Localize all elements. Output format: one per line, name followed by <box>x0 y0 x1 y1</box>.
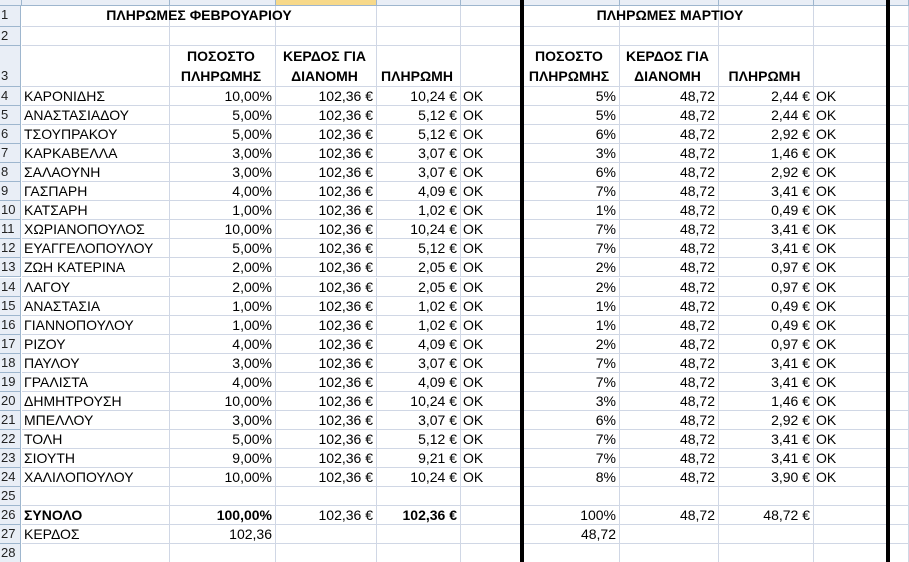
mar-ok: OK <box>816 221 837 238</box>
feb-ok: OK <box>463 240 484 257</box>
feb-name: ΑΝΑΣΤΑΣΙΑ <box>24 297 101 314</box>
feb-pay: 2,05 € <box>418 278 457 295</box>
feb-profit: 102,36 € <box>318 221 373 238</box>
feb-pay: 10,24 € <box>410 392 457 409</box>
cell-h28[interactable] <box>719 544 814 562</box>
mar-ok: OK <box>816 164 837 181</box>
mar-ok: OK <box>816 373 837 390</box>
feb-pay: 5,12 € <box>418 430 457 447</box>
cell-e28[interactable] <box>461 544 522 562</box>
feb-profit: 102,36 € <box>318 107 373 124</box>
feb-pay: 3,07 € <box>418 354 457 371</box>
row-header[interactable]: 27 <box>0 525 21 544</box>
row-header[interactable]: 28 <box>0 544 21 562</box>
thick-border-right <box>886 0 890 562</box>
mar-ok: OK <box>816 259 837 276</box>
feb-profit: 102,36 € <box>318 335 373 352</box>
row-header[interactable]: 10 <box>0 201 21 220</box>
feb-ok: OK <box>463 126 484 143</box>
feb-total-profit: 102,36 € <box>318 507 373 524</box>
feb-pct: 10,00% <box>224 88 272 104</box>
mar-pct: 7% <box>595 449 616 466</box>
feb-pay: 1,02 € <box>418 202 457 219</box>
cell-g27[interactable] <box>620 525 719 544</box>
cell-e25[interactable] <box>461 487 522 506</box>
feb-header-profit: ΔΙΑΝΟΜΗ <box>291 68 358 84</box>
mar-ok: OK <box>816 316 837 333</box>
cell-h27[interactable] <box>719 525 814 544</box>
feb-ok: OK <box>463 469 484 485</box>
row-header[interactable]: 4 <box>0 87 21 106</box>
feb-profit: 102,36 € <box>318 411 373 428</box>
mar-profit: 48,72 <box>679 259 715 276</box>
cell-g2[interactable] <box>620 27 719 46</box>
mar-pct: 2% <box>595 259 616 276</box>
cell-c2[interactable] <box>276 27 377 46</box>
feb-profit: 102,36 € <box>318 88 373 104</box>
mar-ok: OK <box>816 240 837 257</box>
feb-pay: 1,02 € <box>418 297 457 314</box>
cell-b25[interactable] <box>170 487 276 506</box>
row-header[interactable]: 13 <box>0 258 21 277</box>
mar-pay: 0,49 € <box>771 297 810 314</box>
feb-name: ΧΑΛΙΛΟΠΟΥΛΟΥ <box>24 469 134 485</box>
cell-f28[interactable] <box>522 544 620 562</box>
cell-d28[interactable] <box>377 544 461 562</box>
feb-pct: 2,00% <box>232 259 272 276</box>
mar-pay: 2,92 € <box>771 126 810 143</box>
feb-pct: 5,00% <box>232 430 272 447</box>
mar-profit: 48,72 <box>679 202 715 219</box>
mar-title: ΠΛΗΡΩΜΕΣ ΜΑΡΤΙΟΥ <box>596 7 744 23</box>
mar-pay: 2,44 € <box>771 88 810 104</box>
mar-pct: 6% <box>595 411 616 428</box>
mar-pct: 7% <box>595 240 616 257</box>
feb-pct: 2,00% <box>232 278 272 295</box>
feb-pct: 3,00% <box>232 145 272 162</box>
mar-ok: OK <box>816 88 837 104</box>
feb-profit: 102,36 € <box>318 316 373 333</box>
feb-pay: 10,24 € <box>410 221 457 238</box>
mar-pay: 1,46 € <box>771 145 810 162</box>
mar-pay: 0,49 € <box>771 202 810 219</box>
row-header[interactable]: 20 <box>0 392 21 411</box>
feb-pay: 5,12 € <box>418 107 457 124</box>
cell-a25[interactable] <box>22 487 170 506</box>
feb-name: ΛΑΓΟΥ <box>24 278 71 295</box>
feb-name: ΚΑΡΚΑΒΕΛΛΑ <box>24 145 118 162</box>
feb-pay: 4,09 € <box>418 183 457 200</box>
feb-name: ΣΑΛΑΟΥΝΗ <box>24 164 101 181</box>
feb-profit: 102,36 € <box>318 449 373 466</box>
mar-total-pay: 48,72 € <box>763 507 810 524</box>
mar-pct: 7% <box>595 183 616 200</box>
cell-i27[interactable] <box>814 525 909 544</box>
mar-ok: OK <box>816 183 837 200</box>
cell-c28[interactable] <box>276 544 377 562</box>
mar-pay: 0,97 € <box>771 335 810 352</box>
feb-profit: 102,36 € <box>318 392 373 409</box>
mar-pay: 3,41 € <box>771 373 810 390</box>
feb-profit: 102,36 € <box>318 297 373 314</box>
row-header[interactable]: 2 <box>0 27 21 46</box>
feb-ok: OK <box>463 202 484 219</box>
feb-pay: 4,09 € <box>418 373 457 390</box>
feb-pct: 3,00% <box>232 164 272 181</box>
mar-ok: OK <box>816 126 837 143</box>
mar-ok: OK <box>816 202 837 219</box>
feb-name: ΓΡΑΛΙΣΤΑ <box>24 373 89 390</box>
feb-profit: 102,36 € <box>318 202 373 219</box>
feb-profit: 102,36 € <box>318 430 373 447</box>
mar-kerdos-value: 48,72 <box>580 526 616 543</box>
feb-ok: OK <box>463 316 484 333</box>
cell-d25[interactable] <box>377 487 461 506</box>
cell-i28[interactable] <box>814 544 909 562</box>
mar-ok: OK <box>816 411 837 428</box>
total-label: ΣΥΝΟΛΟ <box>24 507 83 524</box>
feb-pct: 10,00% <box>224 221 272 238</box>
mar-pay: 1,46 € <box>771 392 810 409</box>
mar-pay: 0,49 € <box>771 316 810 333</box>
cell-a3[interactable] <box>22 46 170 87</box>
feb-header-pay: ΠΛΗΡΩΜΗ <box>381 68 453 84</box>
row-header[interactable]: 26 <box>0 506 21 525</box>
feb-ok: OK <box>463 411 484 428</box>
feb-name: ΕΥΑΓΓΕΛΟΠΟΥΛΟΥ <box>24 240 154 257</box>
mar-ok: OK <box>816 354 837 371</box>
row-header[interactable]: 17 <box>0 335 21 354</box>
mar-pct: 3% <box>595 392 616 409</box>
cell-c27[interactable] <box>276 525 377 544</box>
feb-pct: 9,00% <box>232 449 272 466</box>
row-header[interactable]: 1 <box>0 6 21 27</box>
feb-pay: 3,07 € <box>418 164 457 181</box>
row-header[interactable]: 9 <box>0 182 21 201</box>
mar-pay: 0,97 € <box>771 259 810 276</box>
feb-name: ΑΝΑΣΤΑΣΙΑΔΟΥ <box>24 107 130 124</box>
feb-ok: OK <box>463 183 484 200</box>
feb-pay: 4,09 € <box>418 335 457 352</box>
feb-ok: OK <box>463 107 484 124</box>
feb-name: ΜΠΕΛΛΟΥ <box>24 411 94 428</box>
mar-ok: OK <box>816 449 837 466</box>
mar-pct: 2% <box>595 278 616 295</box>
mar-pct: 3% <box>595 145 616 162</box>
feb-ok: OK <box>463 354 484 371</box>
feb-name: ΔΗΜΗΤΡΟΥΣΗ <box>24 392 122 409</box>
row-header[interactable]: 15 <box>0 297 21 316</box>
mar-profit: 48,72 <box>679 373 715 390</box>
thick-border-left <box>520 0 524 562</box>
mar-pct: 7% <box>595 430 616 447</box>
feb-name: ΚΑΡΟΝΙΔΗΣ <box>24 88 106 104</box>
mar-pay: 3,41 € <box>771 221 810 238</box>
feb-pay: 10,24 € <box>410 469 457 485</box>
feb-ok: OK <box>463 392 484 409</box>
mar-profit: 48,72 <box>679 469 715 485</box>
cell-g25[interactable] <box>620 487 719 506</box>
feb-ok: OK <box>463 430 484 447</box>
feb-ok: OK <box>463 297 484 314</box>
feb-pct: 1,00% <box>232 316 272 333</box>
cell-i3[interactable] <box>814 46 909 87</box>
feb-pct: 10,00% <box>224 392 272 409</box>
mar-pct: 2% <box>595 335 616 352</box>
feb-pct: 3,00% <box>232 354 272 371</box>
mar-total-pct: 100% <box>580 507 616 524</box>
feb-profit: 102,36 € <box>318 469 373 485</box>
cell-f2[interactable] <box>522 27 620 46</box>
feb-profit: 102,36 € <box>318 183 373 200</box>
mar-pct: 6% <box>595 126 616 143</box>
mar-pay: 3,41 € <box>771 240 810 257</box>
cell-e2[interactable] <box>461 27 522 46</box>
feb-pct: 1,00% <box>232 202 272 219</box>
mar-profit: 48,72 <box>679 278 715 295</box>
row-header[interactable]: 23 <box>0 449 21 468</box>
feb-profit: 102,36 € <box>318 164 373 181</box>
mar-pay: 3,41 € <box>771 430 810 447</box>
mar-header-pct: ΠΛΗΡΩΜΗΣ <box>528 68 610 84</box>
mar-header-pct: ΠΟΣΟΣΤΟ <box>535 48 603 64</box>
row-header[interactable]: 6 <box>0 125 21 144</box>
mar-profit: 48,72 <box>679 221 715 238</box>
feb-profit: 102,36 € <box>318 126 373 143</box>
mar-ok: OK <box>816 392 837 409</box>
mar-profit: 48,72 <box>679 145 715 162</box>
cell-b2[interactable] <box>170 27 276 46</box>
feb-header-pct: ΠΟΣΟΣΤΟ <box>187 48 255 64</box>
feb-name: ΚΑΤΣΑΡΗ <box>24 202 88 219</box>
mar-pay: 3,41 € <box>771 449 810 466</box>
mar-header-pay: ΠΛΗΡΩΜΗ <box>728 68 801 84</box>
kerdos-label: ΚΕΡΔΟΣ <box>24 526 80 543</box>
mar-pct: 1% <box>595 316 616 333</box>
feb-profit: 102,36 € <box>318 145 373 162</box>
cell-i26[interactable] <box>814 506 909 525</box>
mar-profit: 48,72 <box>679 354 715 371</box>
feb-ok: OK <box>463 221 484 238</box>
mar-pct: 7% <box>595 221 616 238</box>
mar-pay: 2,92 € <box>771 164 810 181</box>
feb-profit: 102,36 € <box>318 278 373 295</box>
feb-pct: 4,00% <box>232 335 272 352</box>
mar-profit: 48,72 <box>679 107 715 124</box>
mar-profit: 48,72 <box>679 316 715 333</box>
mar-header-profit: ΚΕΡΔΟΣ ΓΙΑ <box>625 48 710 64</box>
row-header[interactable]: 25 <box>0 487 21 506</box>
row-header[interactable]: 11 <box>0 220 21 239</box>
feb-profit: 102,36 € <box>318 354 373 371</box>
mar-profit: 48,72 <box>679 430 715 447</box>
feb-total-pay: 102,36 € <box>402 507 457 524</box>
feb-pay: 5,12 € <box>418 126 457 143</box>
cell-c25[interactable] <box>276 487 377 506</box>
mar-pay: 3,41 € <box>771 183 810 200</box>
feb-pay: 1,02 € <box>418 316 457 333</box>
feb-pct: 4,00% <box>232 373 272 390</box>
mar-pct: 5% <box>595 107 616 124</box>
mar-ok: OK <box>816 335 837 352</box>
feb-header-pct: ΠΛΗΡΩΜΗΣ <box>180 68 262 84</box>
feb-pct: 4,00% <box>232 183 272 200</box>
mar-profit: 48,72 <box>679 335 715 352</box>
row-header[interactable]: 24 <box>0 468 21 487</box>
mar-pct: 8% <box>595 469 616 485</box>
mar-pct: 1% <box>595 202 616 219</box>
cell-d27[interactable] <box>377 525 461 544</box>
feb-total-pct: 100,00% <box>216 507 272 524</box>
mar-ok: OK <box>816 297 837 314</box>
row-header[interactable]: 12 <box>0 239 21 258</box>
feb-header-profit: ΚΕΡΔΟΣ ΓΙΑ <box>282 48 367 64</box>
feb-profit: 102,36 € <box>318 373 373 390</box>
cell-a2[interactable] <box>22 27 170 46</box>
row-header[interactable]: 5 <box>0 106 21 125</box>
row-header[interactable]: 8 <box>0 163 21 182</box>
row-header[interactable]: 7 <box>0 144 21 163</box>
mar-header-profit: ΔΙΑΝΟΜΗ <box>634 68 701 84</box>
row-header[interactable]: 3 <box>0 46 21 87</box>
cell-b28[interactable] <box>170 544 276 562</box>
feb-pct: 5,00% <box>232 240 272 257</box>
cell-d1[interactable] <box>377 6 461 27</box>
cell-a28[interactable] <box>22 544 170 562</box>
feb-ok: OK <box>463 449 484 466</box>
mar-pct: 5% <box>595 88 616 104</box>
feb-profit: 102,36 € <box>318 259 373 276</box>
mar-pay: 0,97 € <box>771 278 810 295</box>
row-header[interactable]: 19 <box>0 373 21 392</box>
mar-ok: OK <box>816 107 837 124</box>
feb-ok: OK <box>463 259 484 276</box>
feb-kerdos-value: 102,36 <box>229 526 272 543</box>
cell-e1[interactable] <box>461 6 522 27</box>
feb-pay: 2,05 € <box>418 259 457 276</box>
mar-profit: 48,72 <box>679 297 715 314</box>
feb-pay: 5,12 € <box>418 240 457 257</box>
feb-ok: OK <box>463 278 484 295</box>
feb-title: ΠΛΗΡΩΜΕΣ ΦΕΒΡΟΥΑΡΙΟΥ <box>106 7 292 23</box>
feb-ok: OK <box>463 373 484 390</box>
feb-pct: 3,00% <box>232 411 272 428</box>
mar-pct: 1% <box>595 297 616 314</box>
row-header[interactable]: 22 <box>0 430 21 449</box>
cell-i2[interactable] <box>814 27 909 46</box>
cell-i25[interactable] <box>814 487 909 506</box>
feb-name: ΤΣΟΥΠΡΑΚΟΥ <box>24 126 118 143</box>
feb-name: ΖΩΗ ΚΑΤΕΡΙΝΑ <box>24 259 126 276</box>
mar-profit: 48,72 <box>679 240 715 257</box>
mar-pct: 7% <box>595 373 616 390</box>
feb-name: ΓΑΣΠΑΡΗ <box>24 183 88 200</box>
feb-pay: 3,07 € <box>418 411 457 428</box>
feb-ok: OK <box>463 164 484 181</box>
feb-name: ΧΩΡΙΑΝΟΠΟΥΛΟΣ <box>24 221 145 238</box>
mar-ok: OK <box>816 278 837 295</box>
feb-pct: 1,00% <box>232 297 272 314</box>
cell-e26[interactable] <box>461 506 522 525</box>
feb-profit: 102,36 € <box>318 240 373 257</box>
feb-ok: OK <box>463 88 484 104</box>
cell-g28[interactable] <box>620 544 719 562</box>
feb-name: ΡΙΖΟΥ <box>24 335 66 352</box>
mar-ok: OK <box>816 430 837 447</box>
feb-name: ΓΙΑΝΝΟΠΟΥΛΟΥ <box>24 316 134 333</box>
mar-profit: 48,72 <box>679 126 715 143</box>
feb-pay: 9,21 € <box>418 449 457 466</box>
mar-pay: 2,44 € <box>771 107 810 124</box>
mar-pay: 3,41 € <box>771 354 810 371</box>
cell-h25[interactable] <box>719 487 814 506</box>
cell-f25[interactable] <box>522 487 620 506</box>
mar-pct: 6% <box>595 164 616 181</box>
feb-name: ΣΙΟΥΤΗ <box>24 449 75 466</box>
mar-profit: 48,72 <box>679 88 715 104</box>
feb-pct: 5,00% <box>232 126 272 143</box>
row-header[interactable]: 16 <box>0 316 21 335</box>
cell-i1[interactable] <box>814 6 909 27</box>
feb-name: ΤΟΛΗ <box>24 430 63 447</box>
mar-pay: 2,92 € <box>771 411 810 428</box>
mar-profit: 48,72 <box>679 164 715 181</box>
mar-pct: 7% <box>595 354 616 371</box>
feb-pct: 5,00% <box>232 107 272 124</box>
mar-ok: OK <box>816 145 837 162</box>
mar-ok: OK <box>816 469 837 485</box>
mar-profit: 48,72 <box>679 449 715 466</box>
mar-profit: 48,72 <box>679 183 715 200</box>
mar-profit: 48,72 <box>679 411 715 428</box>
feb-name: ΠΑΥΛΟΥ <box>24 354 80 371</box>
row-header[interactable]: 14 <box>0 278 21 297</box>
mar-profit: 48,72 <box>679 392 715 409</box>
feb-pct: 10,00% <box>224 469 272 485</box>
row-header[interactable]: 18 <box>0 354 21 373</box>
cell-e3[interactable] <box>461 46 522 87</box>
mar-total-profit: 48,72 <box>679 507 715 524</box>
feb-pay: 3,07 € <box>418 145 457 162</box>
cell-e27[interactable] <box>461 525 522 544</box>
cell-d2[interactable] <box>377 27 461 46</box>
feb-ok: OK <box>463 335 484 352</box>
row-header[interactable]: 21 <box>0 411 21 430</box>
feb-pay: 10,24 € <box>410 88 457 104</box>
feb-ok: OK <box>463 145 484 162</box>
mar-pay: 3,90 € <box>771 469 810 485</box>
cell-h2[interactable] <box>719 27 814 46</box>
